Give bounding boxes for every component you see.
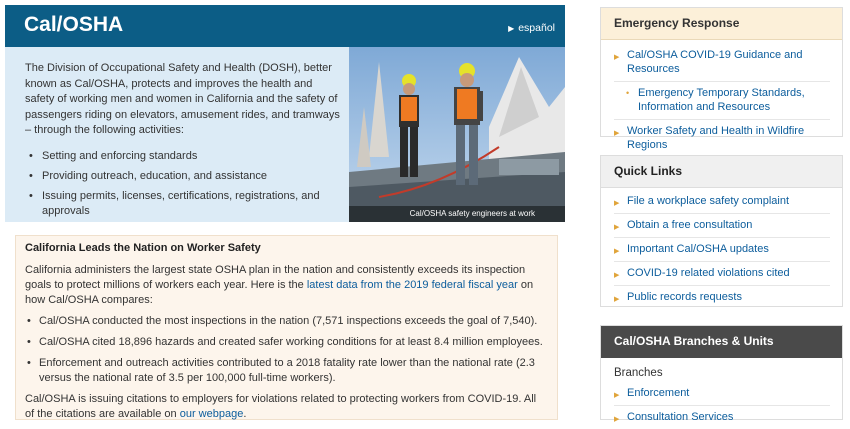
quick-link[interactable]: Important Cal/OSHA updates	[627, 243, 769, 255]
triangle-right-icon: ▶	[614, 200, 620, 207]
lead-bullet-item: • Cal/OSHA conducted the most inspections in the nation (7,571 inspections exceeds the goal of 7,540).	[25, 314, 548, 329]
intro-paragraph: The Division of Occupational Safety and Health (DOSH), better known as Cal/OSHA, protects and improves the health and safety of working men and women in California and the safety of passengers riding on elevators, amusement rides, and tramways – through the following activities:	[25, 62, 340, 136]
triangle-right-icon: ▶	[614, 130, 620, 137]
lead-bullet-item: • Cal/OSHA cited 18,896 hazards and created safer working conditions for at least 8.4 million employees.	[25, 335, 548, 350]
lead-text: California administers the largest state OSHA plan in the nation and consistently exceeds its inspection goals to protect millions of workers each year. Here is the	[25, 264, 526, 291]
quick-link-item[interactable]	[614, 238, 830, 262]
emergency-link[interactable]: Emergency Temporary Standards, Information and Resources	[638, 87, 805, 113]
triangle-right-icon: ▶	[614, 248, 620, 255]
quick-links-list	[601, 188, 842, 309]
quick-link[interactable]: Public records requests	[627, 291, 742, 303]
branch-item-consultation[interactable]	[614, 406, 830, 429]
emergency-item-temporary-standards[interactable]	[614, 82, 830, 120]
branches-units-heading: Cal/OSHA Branches & Units	[601, 326, 842, 358]
activity-item: • Setting and enforcing standards	[25, 149, 341, 164]
branch-item-enforcement[interactable]	[614, 382, 830, 406]
quick-link-item[interactable]	[614, 286, 830, 309]
activity-item: • Issuing permits, licenses, certifications, registrations, and approvals	[25, 189, 341, 219]
page-title: Cal/OSHA	[24, 13, 124, 36]
triangle-right-icon: ▶	[614, 224, 620, 231]
triangle-right-icon: ▶	[614, 416, 620, 423]
emergency-link[interactable]: Worker Safety and Health in Wildfire Regions	[627, 125, 805, 151]
branches-sublabel: Branches	[614, 367, 663, 379]
triangle-right-icon: ▶	[614, 54, 620, 61]
branch-link[interactable]: Consultation Services	[627, 411, 734, 423]
site-header-bar	[5, 5, 565, 47]
citations-webpage-link[interactable]: our webpage	[179, 408, 244, 420]
fiscal-year-data-link[interactable]: latest data from the 2019 federal fiscal year	[306, 279, 518, 291]
worker-safety-lead-box	[15, 235, 558, 420]
triangle-right-icon: ▶	[614, 392, 620, 399]
quick-link[interactable]: File a workplace safety complaint	[627, 195, 790, 207]
lead-text: Cal/OSHA is issuing citations to employers for violations related to protecting workers from COVID-19. All of the citations are available on	[25, 393, 537, 420]
quick-links-heading: Quick Links	[601, 156, 842, 188]
emergency-item-wildfire[interactable]	[614, 120, 830, 157]
triangle-right-icon: ▶	[508, 24, 515, 33]
lead-heading: California Leads the Nation on Worker Safety	[25, 242, 261, 254]
emergency-link[interactable]: Cal/OSHA COVID-19 Guidance and Resources	[627, 49, 803, 75]
lead-bullets	[25, 314, 548, 386]
branch-link[interactable]: Enforcement	[627, 387, 690, 399]
branches-units-panel	[600, 325, 843, 423]
hero-photo	[349, 47, 565, 222]
quick-link-item[interactable]	[614, 214, 830, 238]
emergency-response-panel	[600, 7, 843, 151]
emergency-links	[601, 40, 842, 157]
quick-link[interactable]: COVID-19 related violations cited	[627, 267, 790, 279]
emergency-item-covid-guidance[interactable]	[614, 44, 830, 82]
engineers-photo-illustration	[349, 47, 565, 222]
activity-item: • Providing outreach, education, and assistance	[25, 169, 341, 184]
triangle-right-icon: ▶	[614, 272, 620, 279]
lead-bullet-item: • Enforcement and outreach activities contributed to a 2018 fatality rate lower than the national rate (2.3 versus the national rate of 3.5 per 100,000 full-time workers).	[25, 356, 548, 386]
photo-caption: Cal/OSHA safety engineers at work	[349, 206, 565, 222]
lead-text: on how Cal/OSHA compares:	[25, 279, 534, 306]
emergency-response-heading: Emergency Response	[601, 8, 842, 40]
quick-link-item[interactable]	[614, 190, 830, 214]
lead-paragraph-1	[25, 263, 548, 308]
language-link-label: español	[518, 22, 555, 34]
triangle-right-icon: ▶	[614, 296, 620, 303]
activities-list	[25, 149, 341, 219]
bullet-icon: •	[626, 88, 630, 98]
language-link-espanol[interactable]	[508, 22, 555, 34]
lead-paragraph-2	[25, 392, 548, 422]
quick-link[interactable]: Obtain a free consultation	[627, 219, 753, 231]
quick-links-panel	[600, 155, 843, 307]
quick-link-item[interactable]	[614, 262, 830, 286]
intro-panel	[5, 47, 349, 222]
lead-text: .	[243, 408, 247, 420]
branches-list	[601, 382, 842, 429]
